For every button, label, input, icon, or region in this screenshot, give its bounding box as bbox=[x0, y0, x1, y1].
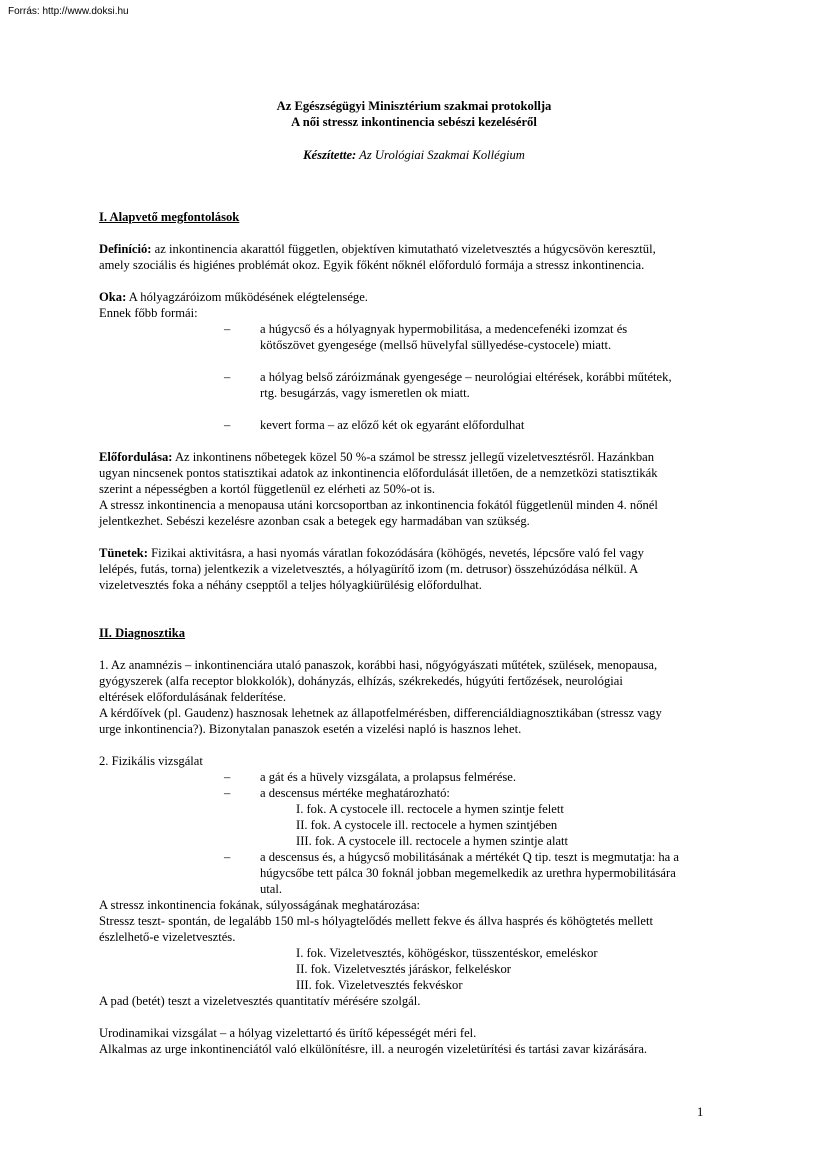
forms-intro: Ennek főbb formái: bbox=[99, 306, 198, 320]
dash-bullet: – bbox=[224, 370, 231, 384]
page-number: 1 bbox=[697, 1105, 704, 1119]
prevalence-label: Előfordulása: bbox=[99, 450, 173, 464]
prevalence-line5: jelentkezhet. Sebészi kezelésre azonban csak a betegek egy harmadában van szükség. bbox=[99, 514, 530, 528]
source-url: Forrás: http://www.doksi.hu bbox=[8, 6, 129, 17]
severity-intro: A stressz inkontinencia fokának, súlyosságának meghatározása: bbox=[99, 898, 421, 912]
document-subtitle: A női stressz inkontinencia sebészi kezeléséről bbox=[291, 115, 537, 129]
questionnaire-line1: A kérdőívek (pl. Gaudenz) hasznosak lehetnek az állapotfelmérésben, differenciáldiagnosztikában (stressz vagy bbox=[99, 706, 662, 720]
definition-line1 bbox=[99, 242, 729, 258]
prevalence-line1 bbox=[99, 450, 729, 466]
qtip-line3: utal. bbox=[260, 882, 283, 896]
dash-bullet: – bbox=[224, 770, 231, 784]
cause-text: A hólyagzáróizom működésének elégtelensége. bbox=[126, 290, 368, 304]
section2-heading: II. Diagnosztika bbox=[99, 626, 186, 640]
section1-heading: I. Alapvető megfontolások bbox=[99, 210, 240, 224]
definition-line2: amely szociális és higiénes problémát okoz. Egyik főként nőknél előforduló formája a stressz inkontinencia. bbox=[99, 258, 645, 272]
prevalence-line4: A stressz inkontinencia a menopausa utáni korcsoportban az inkontinencia fokától függetlenül minden 4. nőnél bbox=[99, 498, 658, 512]
urodynamics-line2: Alkalmas az urge inkontinenciától való elkülönítésre, ill. a neurogén vizeletürítési és tartási zavar kizárására. bbox=[99, 1042, 648, 1056]
physical-exam-title: 2. Fizikális vizsgálat bbox=[99, 754, 203, 768]
prevalence-text: Az inkontinens nőbetegek közel 50 %-a számol be stressz jellegű vizeletvesztésről. Hazánkban bbox=[172, 450, 655, 464]
descensus-grade: III. fok. A cystocele ill. rectocele a hymen szintje alatt bbox=[296, 834, 569, 848]
author-line bbox=[99, 148, 729, 164]
anamnesis-line1: 1. Az anamnézis – inkontinenciára utaló panaszok, korábbi hasi, nőgyógyászati műtétek, szülések, menopausa, bbox=[99, 658, 658, 672]
form-item-line2: kötőszövet gyengesége (mellső hüvelyfal süllyedése-cystocele) miatt. bbox=[260, 338, 612, 352]
symptoms-text: Fizikai aktivitásra, a hasi nyomás váratlan fokozódására (köhögés, nevetés, lépcsőre való fel vagy bbox=[147, 546, 644, 560]
dash-bullet: – bbox=[224, 850, 231, 864]
pad-test: A pad (betét) teszt a vizeletvesztés quantitatív mérésére szolgál. bbox=[99, 994, 421, 1008]
qtip-line2: húgycsőbe tett pálca 30 foknál jobban megemelkedik az urethra hypermobilitására bbox=[260, 866, 676, 880]
form-item-line1: kevert forma – az előző két ok egyaránt előfordulhat bbox=[260, 418, 525, 432]
author-value: Az Urológiai Szakmai Kollégium bbox=[356, 148, 525, 162]
urodynamics-line1: Urodinamikai vizsgálat – a hólyag vizelettartó és ürítő képességét méri fel. bbox=[99, 1026, 477, 1040]
severity-grade: I. fok. Vizeletvesztés, köhögéskor, tüsszentéskor, emeléskor bbox=[296, 946, 598, 960]
cause-label: Oka: bbox=[99, 290, 127, 304]
stress-test-line1: Stressz teszt- spontán, de legalább 150 ml-s hólyagtelődés mellett fekve és állva hasprés és köhögtetés mellett bbox=[99, 914, 653, 928]
exam-item-text: a descensus mértéke meghatározható: bbox=[260, 786, 450, 800]
severity-grade: III. fok. Vizeletvesztés fekvéskor bbox=[296, 978, 463, 992]
symptoms-line2: lelépés, futás, torna) jelentkezik a vizeletvesztés, a hólyagürítő izom (m. detrusor) összehúzódása nélkül. A bbox=[99, 562, 639, 576]
cause-line bbox=[99, 290, 729, 306]
definition-text: az inkontinencia akarattól független, objektíven kimutatható vizeletvesztés a húgycsövön keresztül, bbox=[151, 242, 656, 256]
form-item-line1: a húgycső és a hólyagnyak hypermobilitása, a medencefenéki izomzat és bbox=[260, 322, 628, 336]
stress-test-line2: észlelhető-e vizeletvesztés. bbox=[99, 930, 236, 944]
document-title: Az Egészségügyi Minisztérium szakmai protokollja bbox=[276, 99, 552, 113]
anamnesis-line2: gyógyszerek (alfa receptor blokkolók), dohányzás, elhízás, székrekedés, húgyúti fertőzések, neurológiai bbox=[99, 674, 623, 688]
questionnaire-line2: urge inkontinencia?). Bizonytalan panaszok esetén a vizelési napló is hasznos lehet. bbox=[99, 722, 522, 736]
descensus-grade: II. fok. A cystocele ill. rectocele a hymen szintjében bbox=[296, 818, 558, 832]
symptoms-label: Tünetek: bbox=[99, 546, 148, 560]
symptoms-line1 bbox=[99, 546, 729, 562]
form-item-line2: rtg. besugárzás, vagy ismeretlen ok miatt. bbox=[260, 386, 470, 400]
severity-grade: II. fok. Vizeletvesztés járáskor, felkeléskor bbox=[296, 962, 511, 976]
dash-bullet: – bbox=[224, 786, 231, 800]
anamnesis-line3: eltérések előfordulásának felderítése. bbox=[99, 690, 287, 704]
qtip-line1: a descensus és, a húgycső mobilitásának a mértékét Q tip. teszt is megmutatja: ha a bbox=[260, 850, 679, 864]
prevalence-line3: szerint a népességben a kortól függetlenül ez elérheti az 50%-ot is. bbox=[99, 482, 436, 496]
prevalence-line2: ugyan nincsenek pontos statisztikai adatok az inkontinencia előfordulását illetően, de a nemzetközi statisztikák bbox=[99, 466, 658, 480]
dash-bullet: – bbox=[224, 322, 231, 336]
descensus-grade: I. fok. A cystocele ill. rectocele a hymen szintje felett bbox=[296, 802, 564, 816]
definition-label: Definíció: bbox=[99, 242, 152, 256]
symptoms-line3: vizeletvesztés foka a néhány csepptől a teljes hólyagkiürülésig előfordulhat. bbox=[99, 578, 482, 592]
dash-bullet: – bbox=[224, 418, 231, 432]
author-label: Készítette: bbox=[303, 148, 357, 162]
form-item-line1: a hólyag belső záróizmának gyengesége – neurológiai eltérések, korábbi műtétek, bbox=[260, 370, 672, 384]
exam-item-text: a gát és a hüvely vizsgálata, a prolapsus felmérése. bbox=[260, 770, 516, 784]
